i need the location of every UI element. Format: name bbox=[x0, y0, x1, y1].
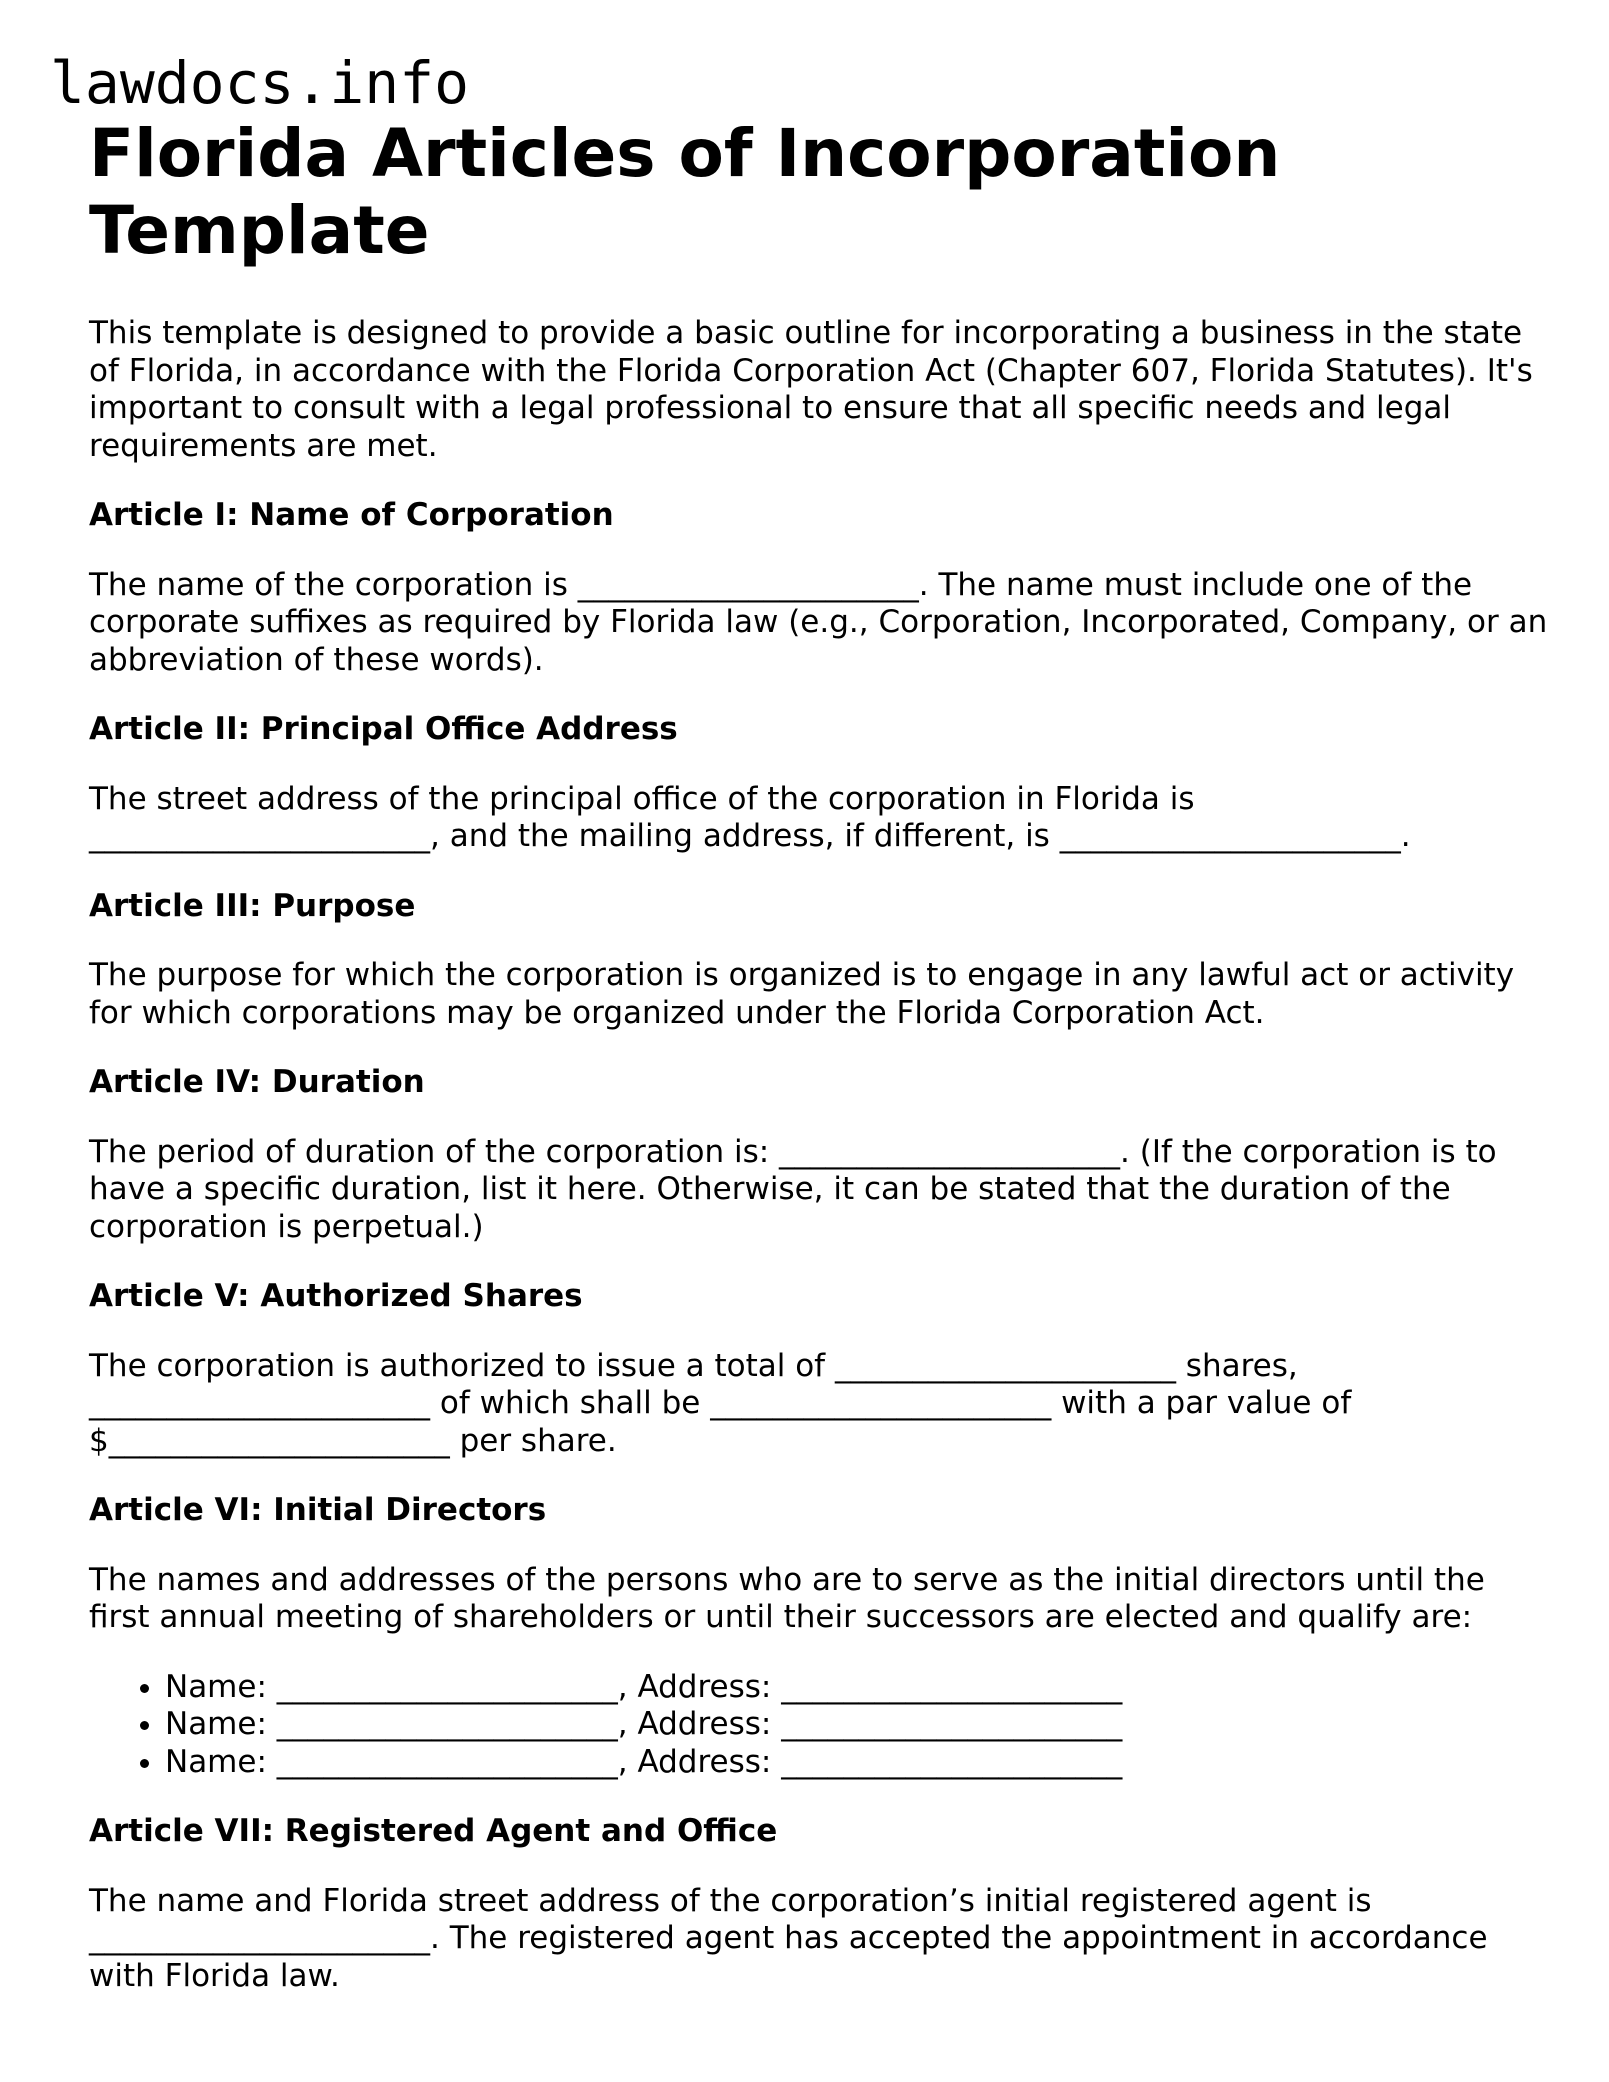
article-7-text: The name and Florida street address of the corporation’s initial registered agent is ______________________. The registered agent has accepted the appointment in accordance with Florida law. bbox=[89, 1882, 1488, 1994]
director-list-item: • Name: ______________________, Address: ______________________ bbox=[165, 1706, 1549, 1744]
article-5-text: The corporation is authorized to issue a total of ______________________ shares, ______________________ of which shall be ______________________ with a par value of $______________________ per share. bbox=[89, 1347, 1352, 1459]
article-4-heading: Article IV: Duration bbox=[89, 1064, 425, 1100]
director-list-item: • Name: ______________________, Address: ______________________ bbox=[165, 1669, 1549, 1707]
document-title: Florida Articles of Incorporation Template bbox=[89, 115, 1281, 269]
article-4-text: The period of duration of the corporation is: ______________________. (If the corporation is to have a specific duration, list it here. Otherwise, it can be stated that the duration of the corporation is perpetual.) bbox=[89, 1133, 1497, 1245]
article-1-text: The name of the corporation is ______________________. The name must include one of the corporate suffixes as required by Florida law (e.g., Corporation, Incorporated, Company, or an abbreviation of these words). bbox=[89, 566, 1548, 678]
intro-paragraph: This template is designed to provide a basic outline for incorporating a business in the state of Florida, in accordance with the Florida Corporation Act (Chapter 607, Florida Statutes). It's important to consult with a legal professional to ensure that all specific needs and legal requirements are met. bbox=[89, 315, 1533, 464]
article-2-heading: Article II: Principal Office Address bbox=[89, 711, 678, 747]
article-3-text: The purpose for which the corporation is organized is to engage in any lawful act or activity for which corporations may be organized under the Florida Corporation Act. bbox=[89, 957, 1515, 1031]
article-6-text: The names and addresses of the persons who are to serve as the initial directors until the first annual meeting of shareholders or until their successors are elected and qualify are: bbox=[89, 1561, 1485, 1635]
directors-list bbox=[89, 1669, 1549, 1782]
document-body bbox=[89, 115, 1549, 1995]
article-5-heading: Article V: Authorized Shares bbox=[89, 1278, 583, 1314]
article-1-heading: Article I: Name of Corporation bbox=[89, 497, 614, 533]
article-7-heading: Article VII: Registered Agent and Office bbox=[89, 1813, 778, 1849]
article-2-text: The street address of the principal office of the corporation in Florida is ______________________, and the mailing address, if different, is ______________________. bbox=[89, 780, 1411, 854]
director-list-item: • Name: ______________________, Address: ______________________ bbox=[165, 1744, 1549, 1782]
site-watermark: lawdocs.info bbox=[50, 49, 470, 117]
article-6-heading: Article VI: Initial Directors bbox=[89, 1492, 547, 1528]
article-3-heading: Article III: Purpose bbox=[89, 887, 416, 924]
